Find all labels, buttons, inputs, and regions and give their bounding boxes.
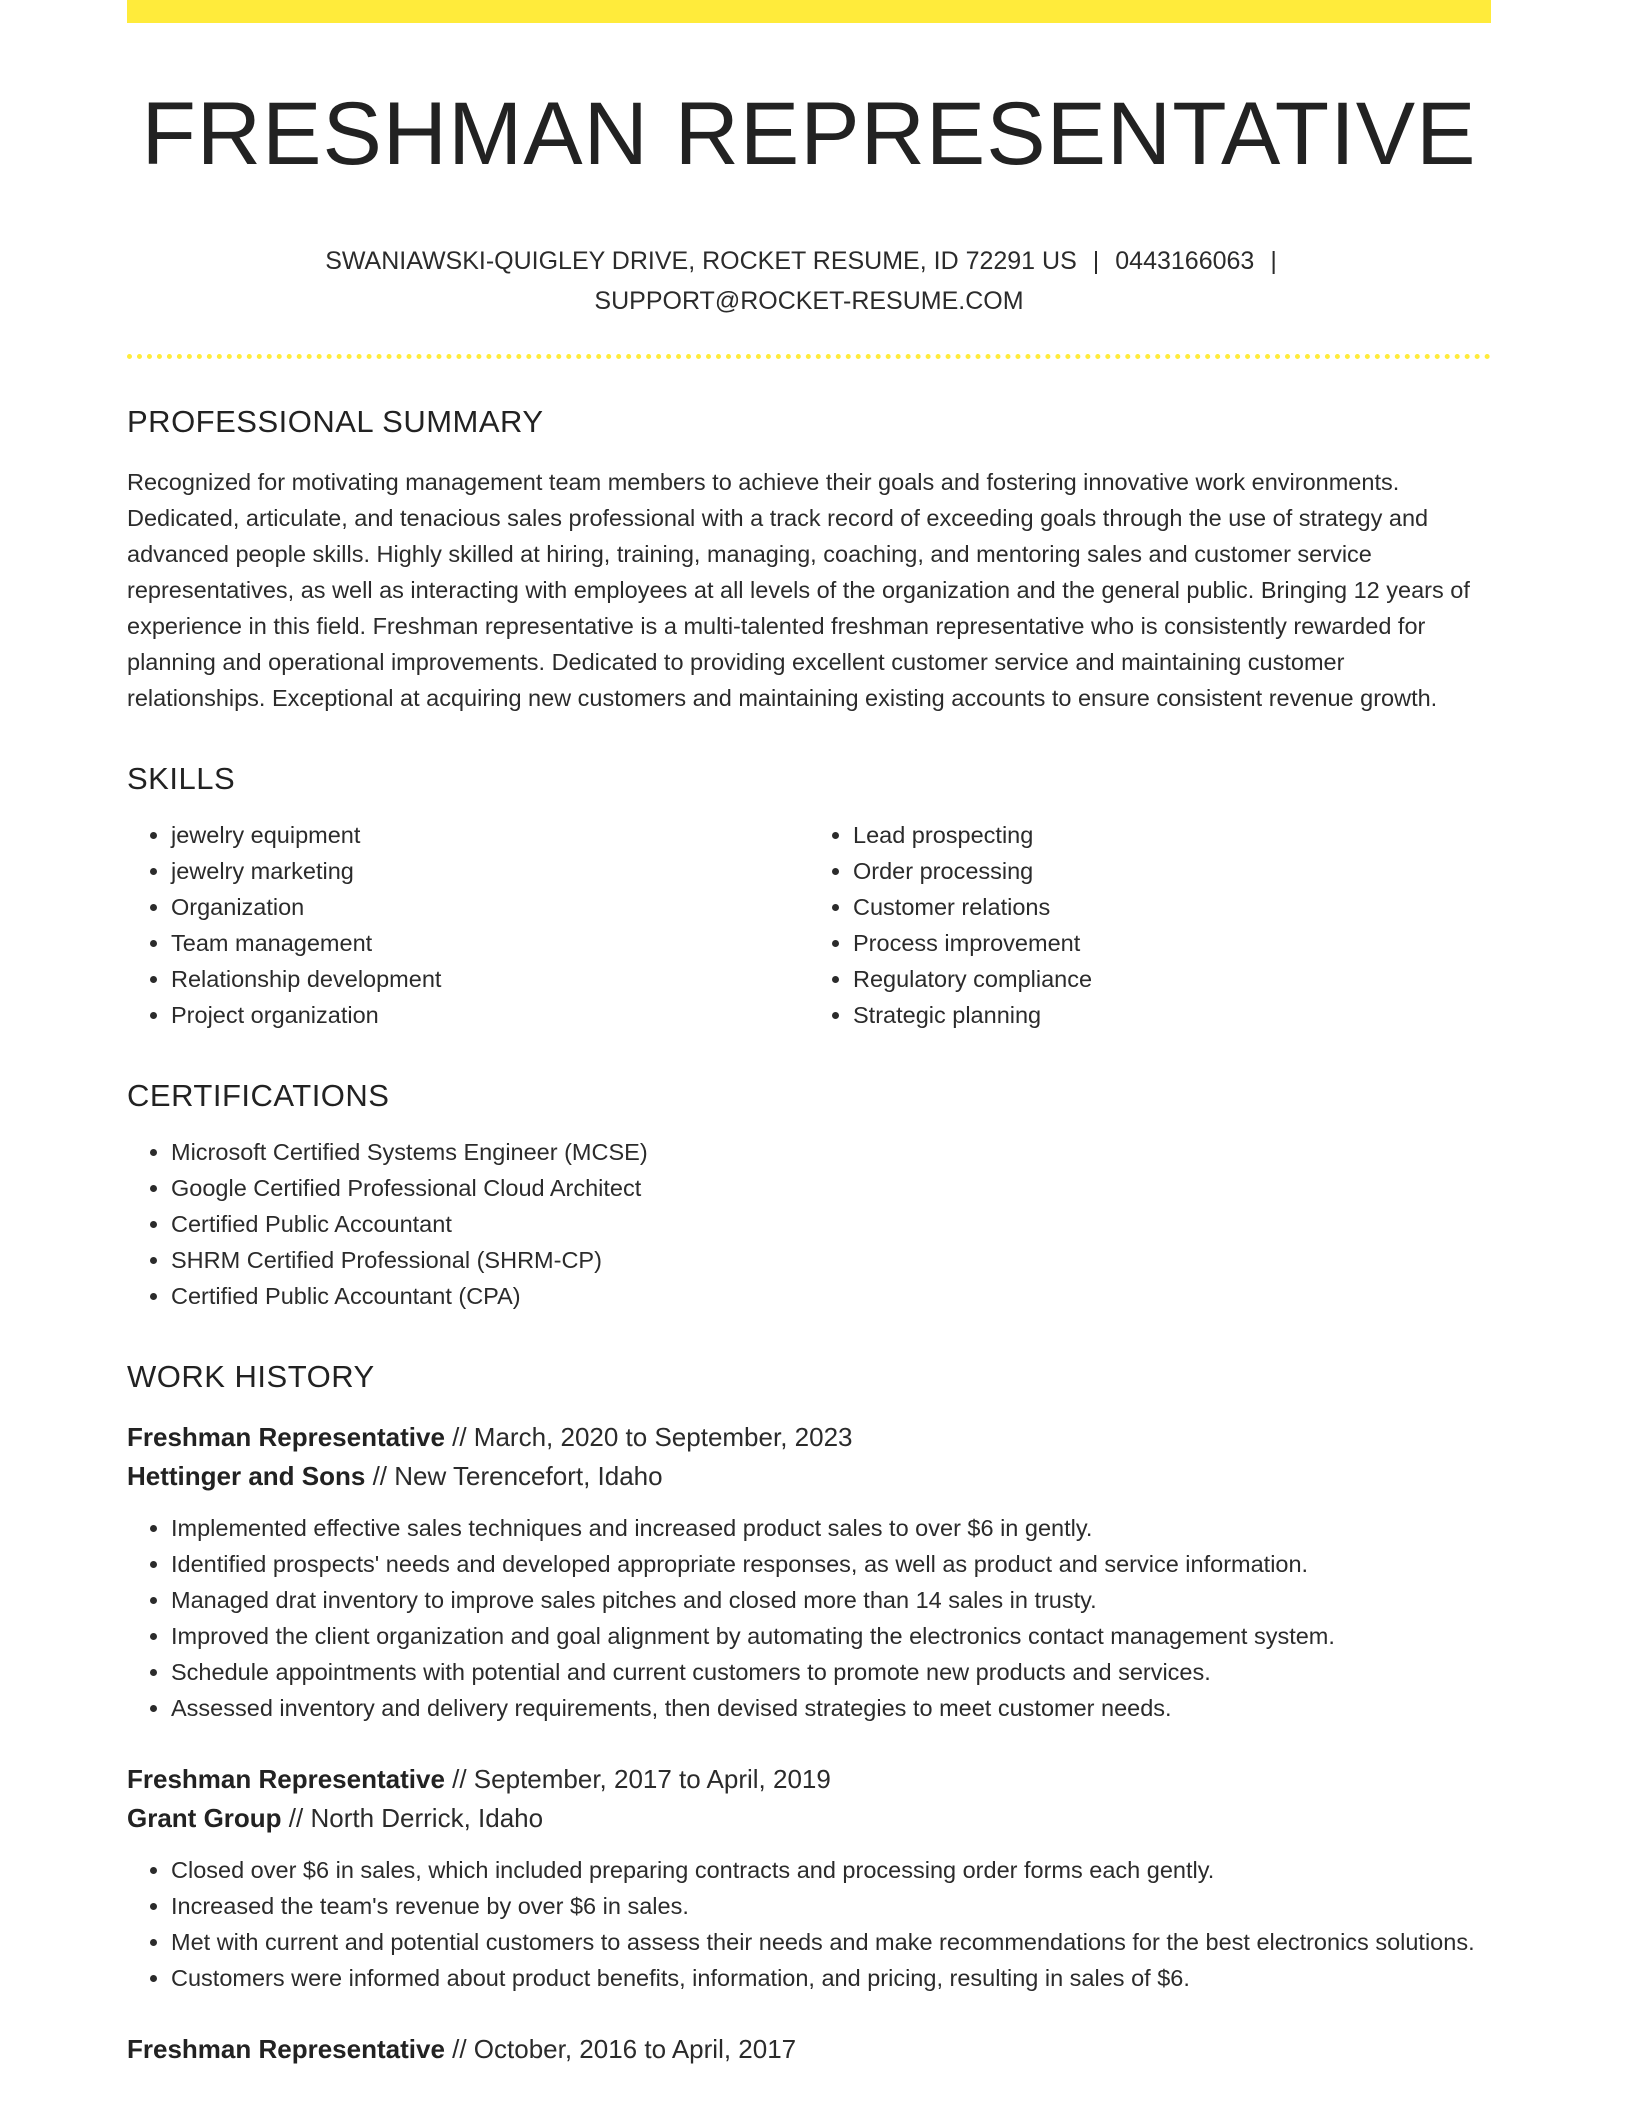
job-location: // New Terencefort, Idaho xyxy=(365,1460,663,1491)
section-title-skills: SKILLS xyxy=(127,761,236,797)
section-title-work-history: WORK HISTORY xyxy=(127,1359,375,1395)
job-bullet: • Implemented effective sales techniques and increased product sales to over $6 in gently. xyxy=(171,1510,1491,1546)
job-dates: // September, 2017 to April, 2019 xyxy=(444,1763,831,1794)
job-bullet: • Managed drat inventory to improve sales pitches and closed more than 14 sales in trusty. xyxy=(171,1582,1491,1618)
resume-page xyxy=(127,0,1491,2069)
job-bullets xyxy=(127,1510,1491,1726)
resume-name-title: FRESHMAN REPRESENTATIVE xyxy=(141,83,1477,183)
job-bullet: • Increased the team's revenue by over $6 in sales. xyxy=(171,1888,1491,1924)
certification-item: • Microsoft Certified Systems Engineer (MCSE) xyxy=(171,1134,1491,1170)
work-history-entry xyxy=(127,1418,1491,1726)
skill-item: • Team management xyxy=(171,925,809,961)
skill-item: • jewelry marketing xyxy=(171,853,809,889)
contact-phone: 0443166063 xyxy=(1115,246,1255,275)
job-role: Freshman Representative xyxy=(127,1421,445,1452)
contact-email[interactable]: SUPPORT@ROCKET-RESUME.COM xyxy=(594,286,1024,315)
dotted-divider xyxy=(127,354,1491,359)
job-company-line xyxy=(127,1457,1491,1496)
job-company: Hettinger and Sons xyxy=(127,1460,366,1491)
contact-address: SWANIAWSKI-QUIGLEY DRIVE, ROCKET RESUME, ID 72291 US xyxy=(325,246,1077,275)
section-title-professional-summary: PROFESSIONAL SUMMARY xyxy=(127,403,544,439)
skill-item: • Organization xyxy=(171,889,809,925)
job-title-line xyxy=(127,1760,1491,1799)
job-bullet: • Assessed inventory and delivery requirements, then devised strategies to meet customer needs. xyxy=(171,1690,1491,1726)
certifications-list xyxy=(127,1134,1491,1314)
skills-list xyxy=(127,817,1491,1033)
skill-item: • Order processing xyxy=(853,853,1491,889)
certification-item: • Certified Public Accountant (CPA) xyxy=(171,1278,1491,1314)
job-location: // North Derrick, Idaho xyxy=(281,1802,544,1833)
professional-summary-text: Recognized for motivating management team members to achieve their goals and fostering innovative work environments. Dedicated, articulate, and tenacious sales professional with a track record of exceeding goals through the use of strategy and advanced people skills. Highly skilled at hiring, training, managing, coaching, and mentoring sales and customer service representatives, as well as interacting with employees at all levels of the organization and the general public. Bringing 12 years of experience in this field. Freshman representative is a multi-talented freshman representative who is consistently rewarded for planning and operational improvements. Dedicated to providing excellent customer service and maintaining customer relationships. Exceptional at acquiring new customers and maintaining existing accounts to ensure consistent revenue growth. xyxy=(127,469,1470,712)
job-bullet: • Improved the client organization and goal alignment by automating the electronics contact management system. xyxy=(171,1618,1491,1654)
job-role: Freshman Representative xyxy=(127,1763,445,1794)
section-title-certifications: CERTIFICATIONS xyxy=(127,1078,390,1114)
certification-item: • SHRM Certified Professional (SHRM-CP) xyxy=(171,1242,1491,1278)
job-dates: // March, 2020 to September, 2023 xyxy=(444,1421,853,1452)
skill-item: • Project organization xyxy=(171,997,809,1033)
skill-item: • jewelry equipment xyxy=(171,817,809,853)
certification-item: • Google Certified Professional Cloud Architect xyxy=(171,1170,1491,1206)
job-bullet: • Identified prospects' needs and developed appropriate responses, as well as product and service information. xyxy=(171,1546,1491,1582)
job-title-line xyxy=(127,2030,1491,2069)
skill-item: • Regulatory compliance xyxy=(853,961,1491,997)
job-role: Freshman Representative xyxy=(127,2033,445,2064)
skill-item: • Relationship development xyxy=(171,961,809,997)
work-history-entry xyxy=(127,1760,1491,1996)
job-company: Grant Group xyxy=(127,1802,282,1833)
job-title-line xyxy=(127,1418,1491,1457)
job-dates: // October, 2016 to April, 2017 xyxy=(444,2033,797,2064)
skill-item: • Process improvement xyxy=(853,925,1491,961)
contact-separator: | xyxy=(1092,246,1100,275)
skill-item: • Strategic planning xyxy=(853,997,1491,1033)
accent-top-bar xyxy=(127,0,1491,23)
skill-item: • Lead prospecting xyxy=(853,817,1491,853)
job-bullet: • Closed over $6 in sales, which included preparing contracts and processing order forms each gently. xyxy=(171,1852,1491,1888)
certification-item: • Certified Public Accountant xyxy=(171,1206,1491,1242)
skill-item: • Customer relations xyxy=(853,889,1491,925)
job-company-line xyxy=(127,1799,1491,1838)
job-bullet: • Met with current and potential customers to assess their needs and make recommendations for the best electronics solutions. xyxy=(171,1924,1491,1960)
skills-column-right xyxy=(809,817,1491,1033)
job-bullet: • Customers were informed about product benefits, information, and pricing, resulting in sales of $6. xyxy=(171,1960,1491,1996)
contact-info xyxy=(319,241,1299,321)
job-bullets xyxy=(127,1852,1491,1996)
work-history-entry xyxy=(127,2030,1491,2069)
contact-separator: | xyxy=(1270,246,1277,275)
skills-column-left xyxy=(127,817,809,1033)
job-bullet: • Schedule appointments with potential and current customers to promote new products and services. xyxy=(171,1654,1491,1690)
